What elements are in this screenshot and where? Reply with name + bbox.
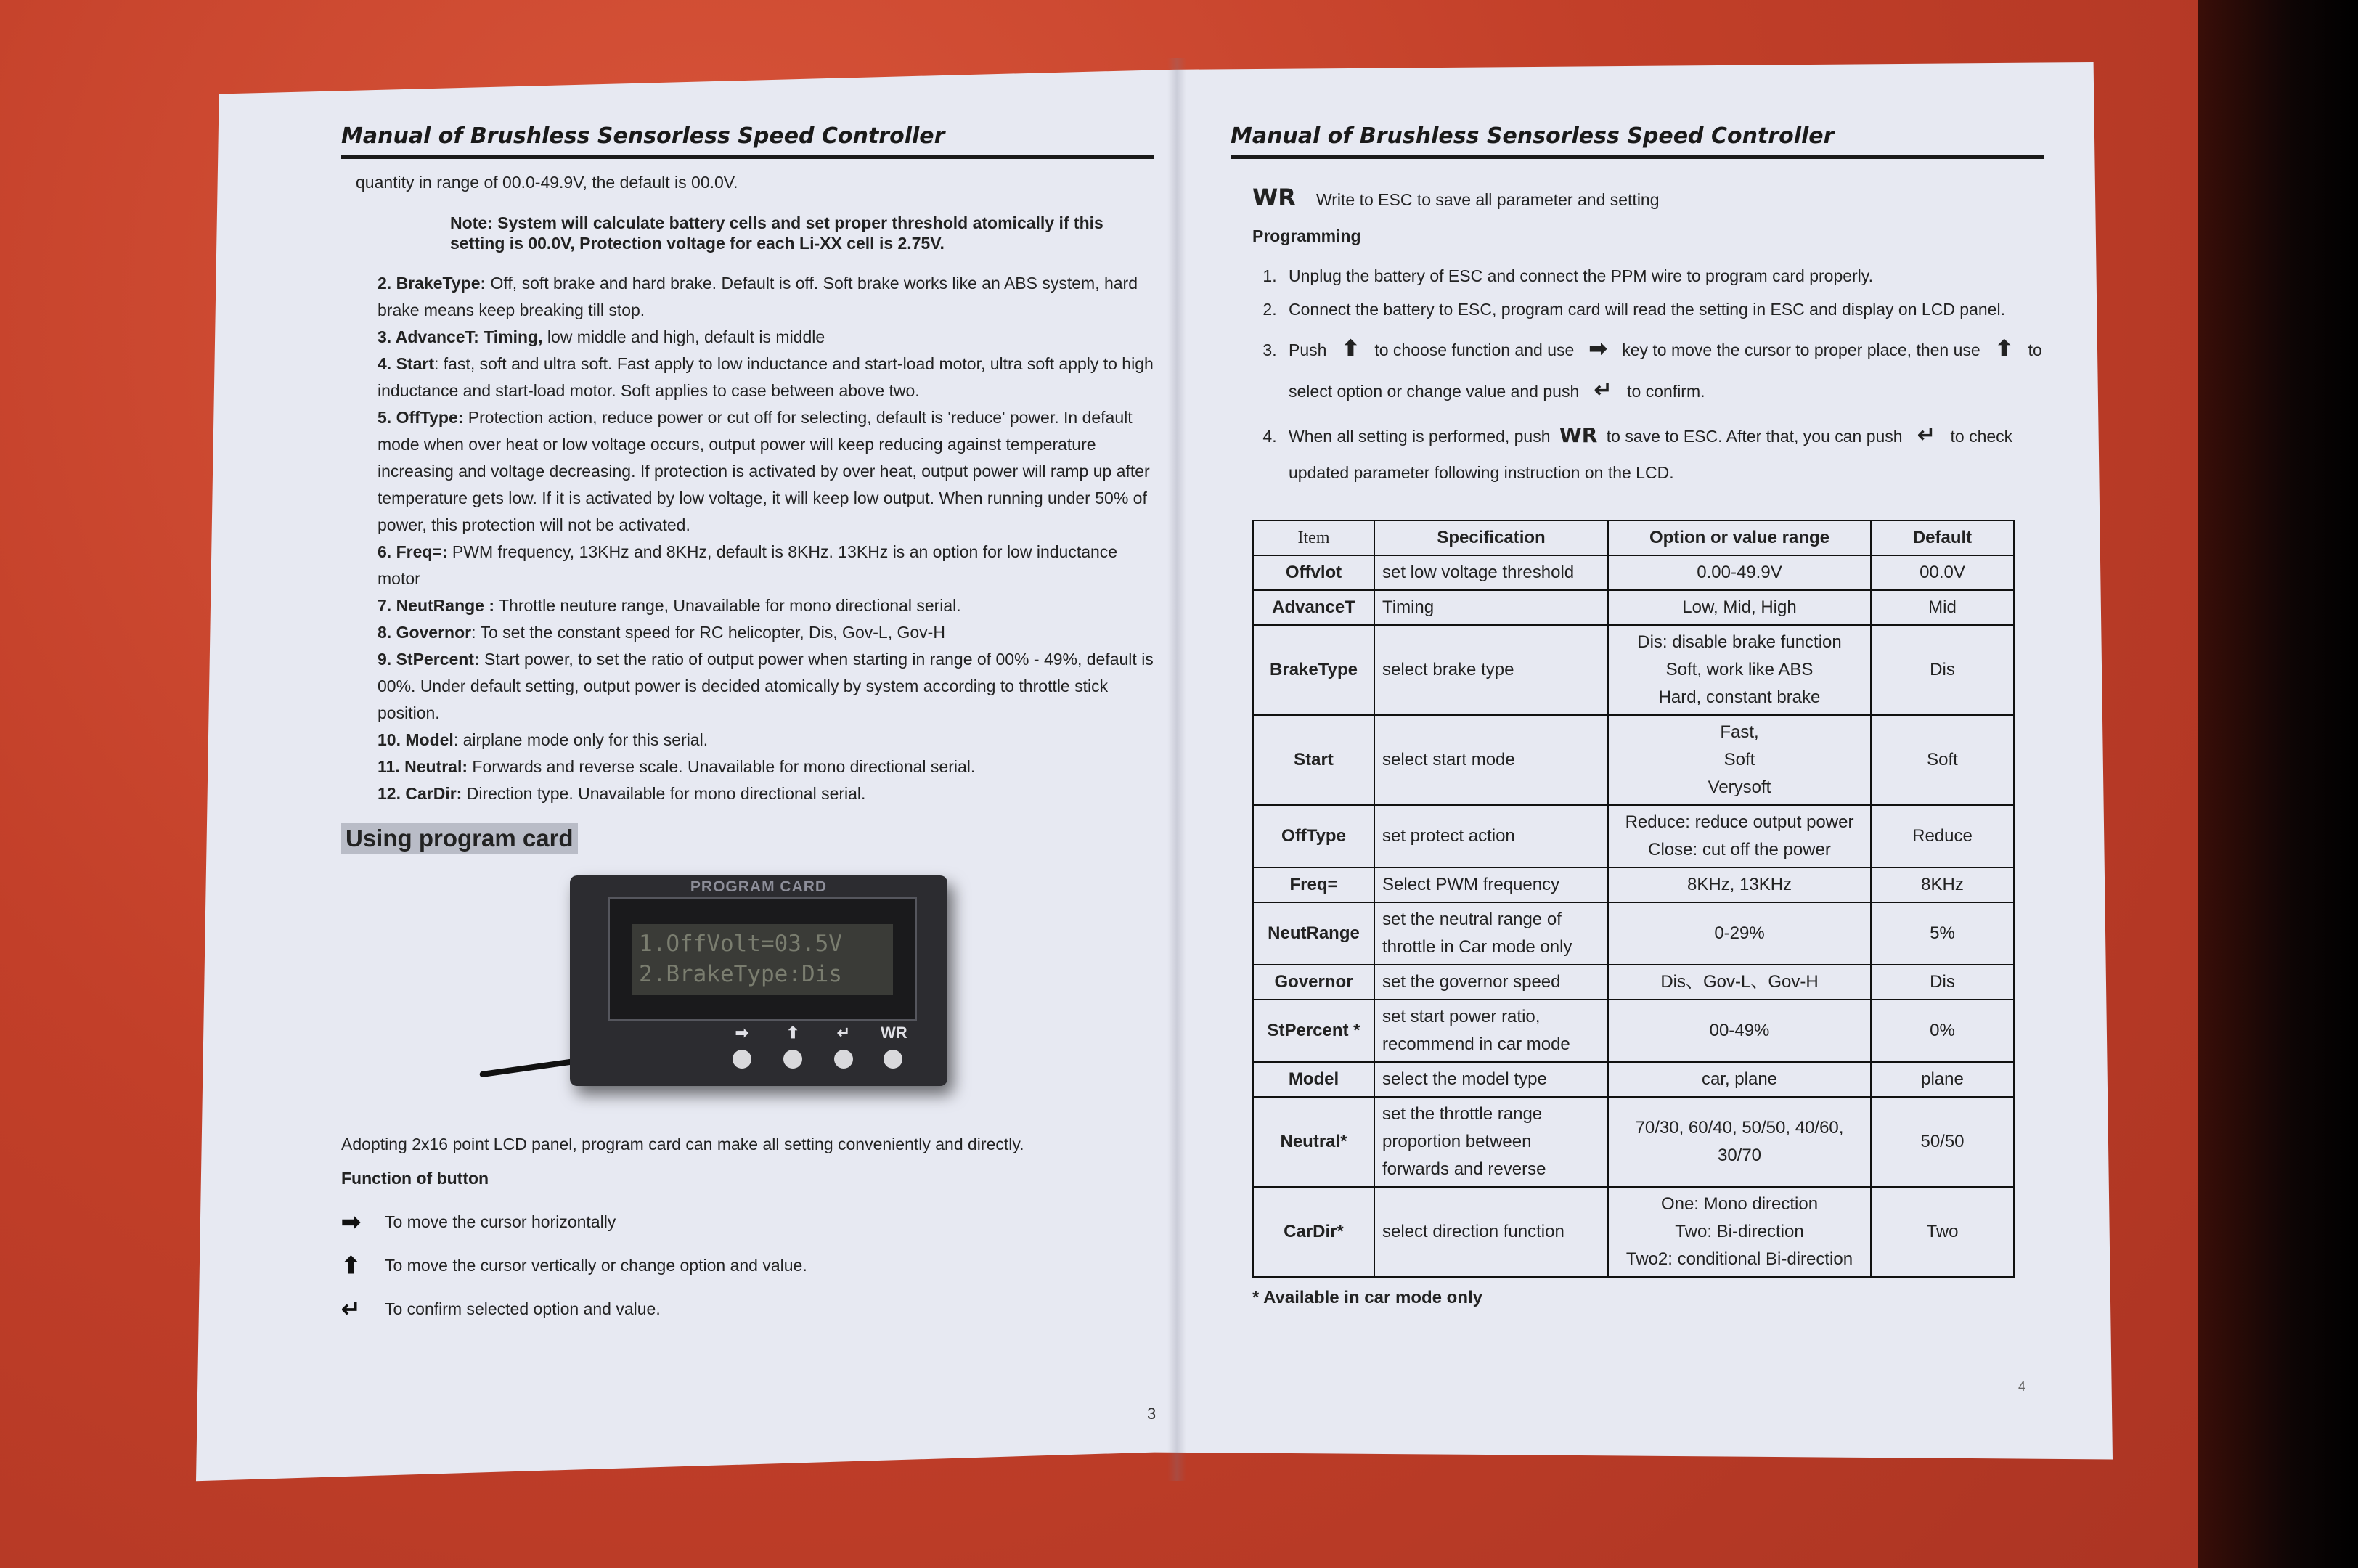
table-cell: set start power ratio, recommend in car mode — [1374, 1000, 1608, 1062]
table-cell: Start — [1253, 715, 1374, 805]
device-up-button — [783, 1050, 802, 1069]
table-row — [1253, 867, 2014, 902]
table-cell: Select PWM frequency — [1374, 867, 1608, 902]
table-cell: 50/50 — [1871, 1097, 2014, 1187]
setting-item — [341, 404, 1154, 539]
program-card-device — [570, 875, 947, 1086]
table-row — [1253, 625, 2014, 715]
table-cell: Reduce — [1871, 805, 2014, 867]
page-number: 4 — [2018, 1379, 2026, 1394]
footnote: * Available in car mode only — [1252, 1288, 1482, 1307]
setting-item — [341, 646, 1154, 727]
device-enter-button — [834, 1050, 853, 1069]
setting-item-text: Protection action, reduce power or cut off for selecting, default is 'reduce' power. In default mode when over heat or low voltage occurs, output power will keep reducing against temperature increasing and voltage decreasing. If protection is activated by over heat, output power will ramp up after temperature gets low. If it is activated by low voltage, it will keep low output. When running under 50% of power, this protection will not be activated. — [378, 408, 1150, 534]
enter-icon: ↵ — [341, 1296, 361, 1322]
table-cell: Dis: disable brake function Soft, work like ABS Hard, constant brake — [1608, 625, 1871, 715]
table-cell: Dis — [1871, 625, 2014, 715]
setting-item-text: Start power, to set the ratio of output power when starting in range of 00% - 49%, default is 00%. Under default setting, output power is decided atomically by system according to throttle stick position. — [378, 650, 1154, 722]
setting-item-text: : fast, soft and ultra soft. Fast apply to low inductance and start-load motor, ultra soft apply to high inductance and start-load motor. Soft applies to case between above two. — [378, 354, 1154, 400]
setting-item-title: 9. StPercent: — [378, 650, 480, 669]
table-cell: Low, Mid, High — [1608, 590, 1871, 625]
table-cell: car, plane — [1608, 1062, 1871, 1097]
setting-item — [341, 539, 1154, 592]
table-cell: Fast, Soft Verysoft — [1608, 715, 1871, 805]
step-2: 2. Connect the battery to ESC, program card will read the setting in ESC and display on LCD panel. — [1281, 295, 2044, 323]
step-text: key to move the cursor to proper place, then use — [1622, 340, 1980, 359]
table-cell: select brake type — [1374, 625, 1608, 715]
up-arrow-icon: ⬆ — [1341, 337, 1360, 361]
table-row — [1253, 715, 2014, 805]
table-cell: One: Mono direction Two: Bi-direction Two2: conditional Bi-direction — [1608, 1187, 1871, 1277]
device-right-button — [733, 1050, 751, 1069]
page-header: Manual of Brushless Sensorless Speed Controller — [341, 123, 1154, 159]
wr-label: WR — [881, 1024, 907, 1042]
table-cell: 00.0V — [1871, 555, 2014, 590]
wr-label: WR — [1252, 184, 1296, 211]
table-cell: OffType — [1253, 805, 1374, 867]
table-cell: 0.00-49.9V — [1608, 555, 1871, 590]
lcd-screen — [632, 924, 893, 995]
setting-item-title: 12. CarDir: — [378, 784, 462, 803]
table-row — [1253, 965, 2014, 1000]
table-cell: select the model type — [1374, 1062, 1608, 1097]
button-function-row — [341, 1208, 1154, 1236]
adopting-text: Adopting 2x16 point LCD panel, program card can make all setting conveniently and directly. — [341, 1135, 1024, 1153]
table-row — [1253, 805, 2014, 867]
table-row — [1253, 1187, 2014, 1277]
settings-table — [1252, 520, 2015, 1278]
setting-item-title: 10. Model — [378, 730, 454, 749]
setting-item-text: low middle and high, default is middle — [542, 327, 825, 346]
setting-item — [341, 619, 1154, 646]
setting-item-title: 11. Neutral: — [378, 757, 468, 776]
setting-item-title: 7. NeutRange : — [378, 596, 495, 615]
table-cell: 00-49% — [1608, 1000, 1871, 1062]
table-cell: AdvanceT — [1253, 590, 1374, 625]
setting-item-title: 5. OffType: — [378, 408, 464, 427]
lcd-line-1: 1.OffVolt=03.5V — [639, 931, 842, 957]
table-cell: Neutral* — [1253, 1097, 1374, 1187]
table-cell: Timing — [1374, 590, 1608, 625]
table-row — [1253, 1062, 2014, 1097]
lcd-line-2: 2.BrakeType:Dis — [639, 961, 842, 987]
table-header-row — [1253, 520, 2014, 555]
up-arrow-icon: ⬆ — [786, 1024, 800, 1042]
column-header: Option or value range — [1608, 520, 1871, 555]
setting-item-text: : To set the constant speed for RC helicopter, Dis, Gov-L, Gov-H — [471, 623, 945, 642]
enter-icon: ↵ — [1917, 423, 1936, 447]
lcd-frame — [608, 897, 917, 1021]
wr-row — [1252, 184, 2044, 213]
setting-item-text: Off, soft brake and hard brake. Default is off. Soft brake works like an ABS system, hard brake means keep breaking till stop. — [378, 274, 1138, 319]
setting-item-text: Direction type. Unavailable for mono directional serial. — [462, 784, 866, 803]
step-text: to select option or change value and push — [1289, 340, 2042, 401]
column-header: Default — [1871, 520, 2014, 555]
table-cell: 70/30, 60/40, 50/50, 40/60, 30/70 — [1608, 1097, 1871, 1187]
intro-text: quantity in range of 00.0-49.9V, the default is 00.0V. — [356, 173, 738, 192]
enter-icon: ↵ — [1594, 378, 1612, 402]
step-1: 1. Unplug the battery of ESC and connect the PPM wire to program card properly. — [1281, 262, 2044, 290]
table-cell: 8KHz — [1871, 867, 2014, 902]
setting-item — [341, 324, 1154, 351]
step-text: to save to ESC. After that, you can push — [1606, 427, 1903, 446]
table-cell: BrakeType — [1253, 625, 1374, 715]
step-text: When all setting is performed, push — [1289, 427, 1551, 446]
setting-item-text: : airplane mode only for this serial. — [453, 730, 709, 749]
button-function-row — [341, 1295, 1154, 1323]
button-function-text: To move the cursor vertically or change option and value. — [385, 1255, 807, 1275]
up-arrow-icon: ⬆ — [341, 1252, 361, 1278]
device-wr-button — [884, 1050, 902, 1069]
table-cell: 5% — [1871, 902, 2014, 965]
column-header: Item — [1253, 520, 1374, 555]
setting-item — [341, 592, 1154, 619]
step-text: Push — [1289, 340, 1327, 359]
column-header: Specification — [1374, 520, 1608, 555]
table-row — [1253, 555, 2014, 590]
setting-item-text: Forwards and reverse scale. Unavailable for mono directional serial. — [468, 757, 976, 776]
up-arrow-icon: ⬆ — [1995, 337, 2014, 361]
table-row — [1253, 902, 2014, 965]
setting-item — [341, 270, 1154, 324]
step-4 — [1281, 417, 2044, 491]
function-title: Function of button — [341, 1169, 489, 1188]
table-cell: Mid — [1871, 590, 2014, 625]
step-text: to check updated parameter following instruction on the LCD. — [1289, 427, 2013, 482]
table-cell: 0-29% — [1608, 902, 1871, 965]
table-cell: Governor — [1253, 965, 1374, 1000]
table-cell: 8KHz, 13KHz — [1608, 867, 1871, 902]
table-cell: select direction function — [1374, 1187, 1608, 1277]
setting-item — [341, 754, 1154, 780]
setting-item-title: 4. Start — [378, 354, 434, 373]
button-function-text: To confirm selected option and value. — [385, 1299, 661, 1318]
programming-steps — [1231, 262, 2044, 491]
page-header: Manual of Brushless Sensorless Speed Controller — [1231, 123, 2044, 159]
table-cell: Soft — [1871, 715, 2014, 805]
table-row — [1253, 1097, 2014, 1187]
table-cell: Two — [1871, 1187, 2014, 1277]
page-number: 3 — [1147, 1405, 1156, 1423]
table-cell: Reduce: reduce output power Close: cut off the power — [1608, 805, 1871, 867]
table-body — [1253, 555, 2014, 1277]
left-page — [341, 123, 1154, 1339]
setting-item-title: 3. AdvanceT: Timing, — [378, 327, 543, 346]
note-text: Note: System will calculate battery cells and set proper threshold atomically if this setting is 00.0V, Protection voltage for each Li-XX cell is 2.75V. — [450, 213, 1103, 253]
table-row — [1253, 1000, 2014, 1062]
page-fold — [1167, 58, 1186, 1481]
setting-item — [341, 727, 1154, 754]
background-dark-edge — [2198, 0, 2358, 1568]
table-cell: Freq= — [1253, 867, 1374, 902]
program-card-photo — [341, 875, 1154, 1122]
table-cell: 0% — [1871, 1000, 2014, 1062]
setting-item — [341, 351, 1154, 404]
right-arrow-icon: ➡ — [341, 1209, 361, 1235]
setting-item-title: 6. Freq=: — [378, 542, 448, 561]
right-page — [1231, 123, 2044, 1308]
table-cell: CarDir* — [1253, 1187, 1374, 1277]
setting-item-title: 8. Governor — [378, 623, 472, 642]
table-row — [1253, 590, 2014, 625]
table-cell: plane — [1871, 1062, 2014, 1097]
right-arrow-icon: ➡ — [735, 1024, 749, 1042]
table-cell: set the governor speed — [1374, 965, 1608, 1000]
wr-description: Write to ESC to save all parameter and setting — [1315, 190, 1660, 209]
enter-icon: ↵ — [836, 1024, 851, 1042]
section-title: Using program card — [341, 823, 578, 854]
table-cell: set low voltage threshold — [1374, 555, 1608, 590]
table-cell: StPercent * — [1253, 1000, 1374, 1062]
step-3 — [1281, 329, 2044, 412]
table-cell: set protect action — [1374, 805, 1608, 867]
setting-item-text: Throttle neuture range, Unavailable for mono directional serial. — [494, 596, 961, 615]
step-text: to choose function and use — [1374, 340, 1575, 359]
table-cell: Dis — [1871, 965, 2014, 1000]
setting-item-text: PWM frequency, 13KHz and 8KHz, default is 8KHz. 13KHz is an option for low inductance motor — [378, 542, 1118, 588]
setting-item-title: 2. BrakeType: — [378, 274, 486, 293]
table-cell: select start mode — [1374, 715, 1608, 805]
button-function-row — [341, 1251, 1154, 1279]
table-cell: NeutRange — [1253, 902, 1374, 965]
table-cell: Offvlot — [1253, 555, 1374, 590]
right-arrow-icon: ➡ — [1588, 337, 1607, 361]
table-cell: Model — [1253, 1062, 1374, 1097]
device-label: PROGRAM CARD — [690, 878, 828, 895]
table-cell: set the neutral range of throttle in Car mode only — [1374, 902, 1608, 965]
settings-list — [341, 270, 1154, 807]
button-function-text: To move the cursor horizontally — [385, 1212, 616, 1231]
table-cell: Dis、Gov-L、Gov-H — [1608, 965, 1871, 1000]
table-cell: set the throttle range proportion between forwards and reverse — [1374, 1097, 1608, 1187]
programming-title: Programming — [1252, 226, 1361, 245]
wr-label: WR — [1559, 423, 1598, 447]
step-text: to confirm. — [1627, 382, 1705, 401]
setting-item — [341, 780, 1154, 807]
